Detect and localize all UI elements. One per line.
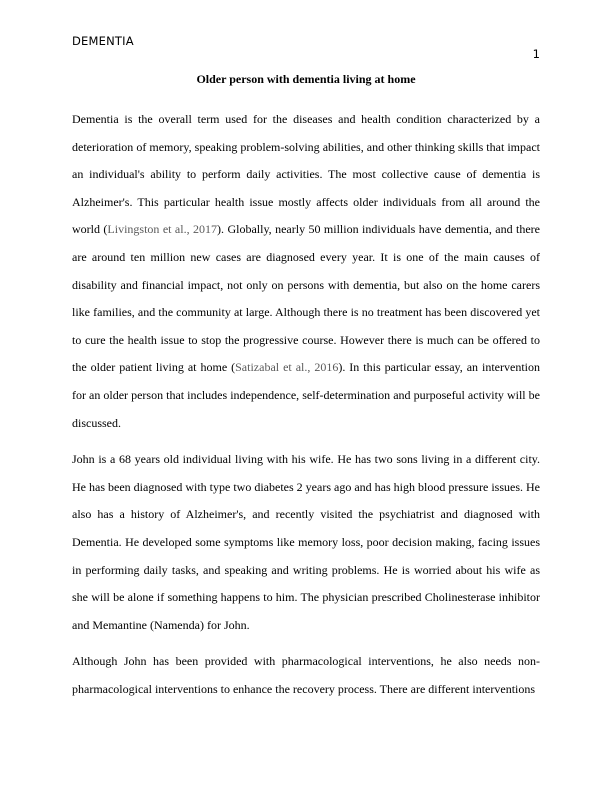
document-title: Older person with dementia living at home: [196, 72, 416, 86]
citation-satizabal: Satizabal et al., 2016: [235, 360, 339, 375]
paragraph-text: ). Globally, nearly 50 million individuals have dementia, and there are around ten million new cases are diagnosed every year. It is one of the main causes of disability and financial impact, not only on persons with dementia, but also on the home carers like families, and the community at large. Although there is no treatment has been discovered yet to cure the health issue to stop the progressive course. However there is much can be offered to the older patient living at home (: [72, 222, 540, 375]
paragraph-case: John is a 68 years old individual living with his wife. He has two sons living in a different city. He has been diagnosed with type two diabetes 2 years ago and has high blood pressure issues. He also has a history of Alzheimer's, and recently visited the psychiatrist and diagnosed with Dementia. He developed some symptoms like memory loss, poor decision making, facing issues in performing daily tasks, and speaking and writing problems. He is worried about his wife as she will be alone if something happens to him. The physician prescribed Cholinesterase inhibitor and Memantine (Namenda) for John.: [72, 452, 540, 632]
paragraph-interventions: Although John has been provided with pharmacological interventions, he also needs non-pharmacological interventions to enhance the recovery process. There are different interventions: [72, 654, 540, 696]
body-text: [72, 106, 540, 712]
paragraph-text: Dementia is the overall term used for the diseases and health condition characterized by a deterioration of memory, speaking problem-solving abilities, and other thinking skills that impact an individual's ability to perform daily activities. The most collective cause of dementia is Alzheimer's. This particular health issue mostly affects older individuals from all around the world (: [72, 112, 540, 237]
citation-livingston: Livingston et al., 2017: [107, 222, 218, 237]
paragraph-text: ). In this particular essay, an intervention for an older person that includes independence, self-determination and purposeful activity will be discussed.: [72, 360, 540, 430]
paragraph-intro: [72, 106, 540, 437]
page-number: 1: [532, 47, 540, 61]
running-head: DEMENTIA: [72, 34, 134, 48]
